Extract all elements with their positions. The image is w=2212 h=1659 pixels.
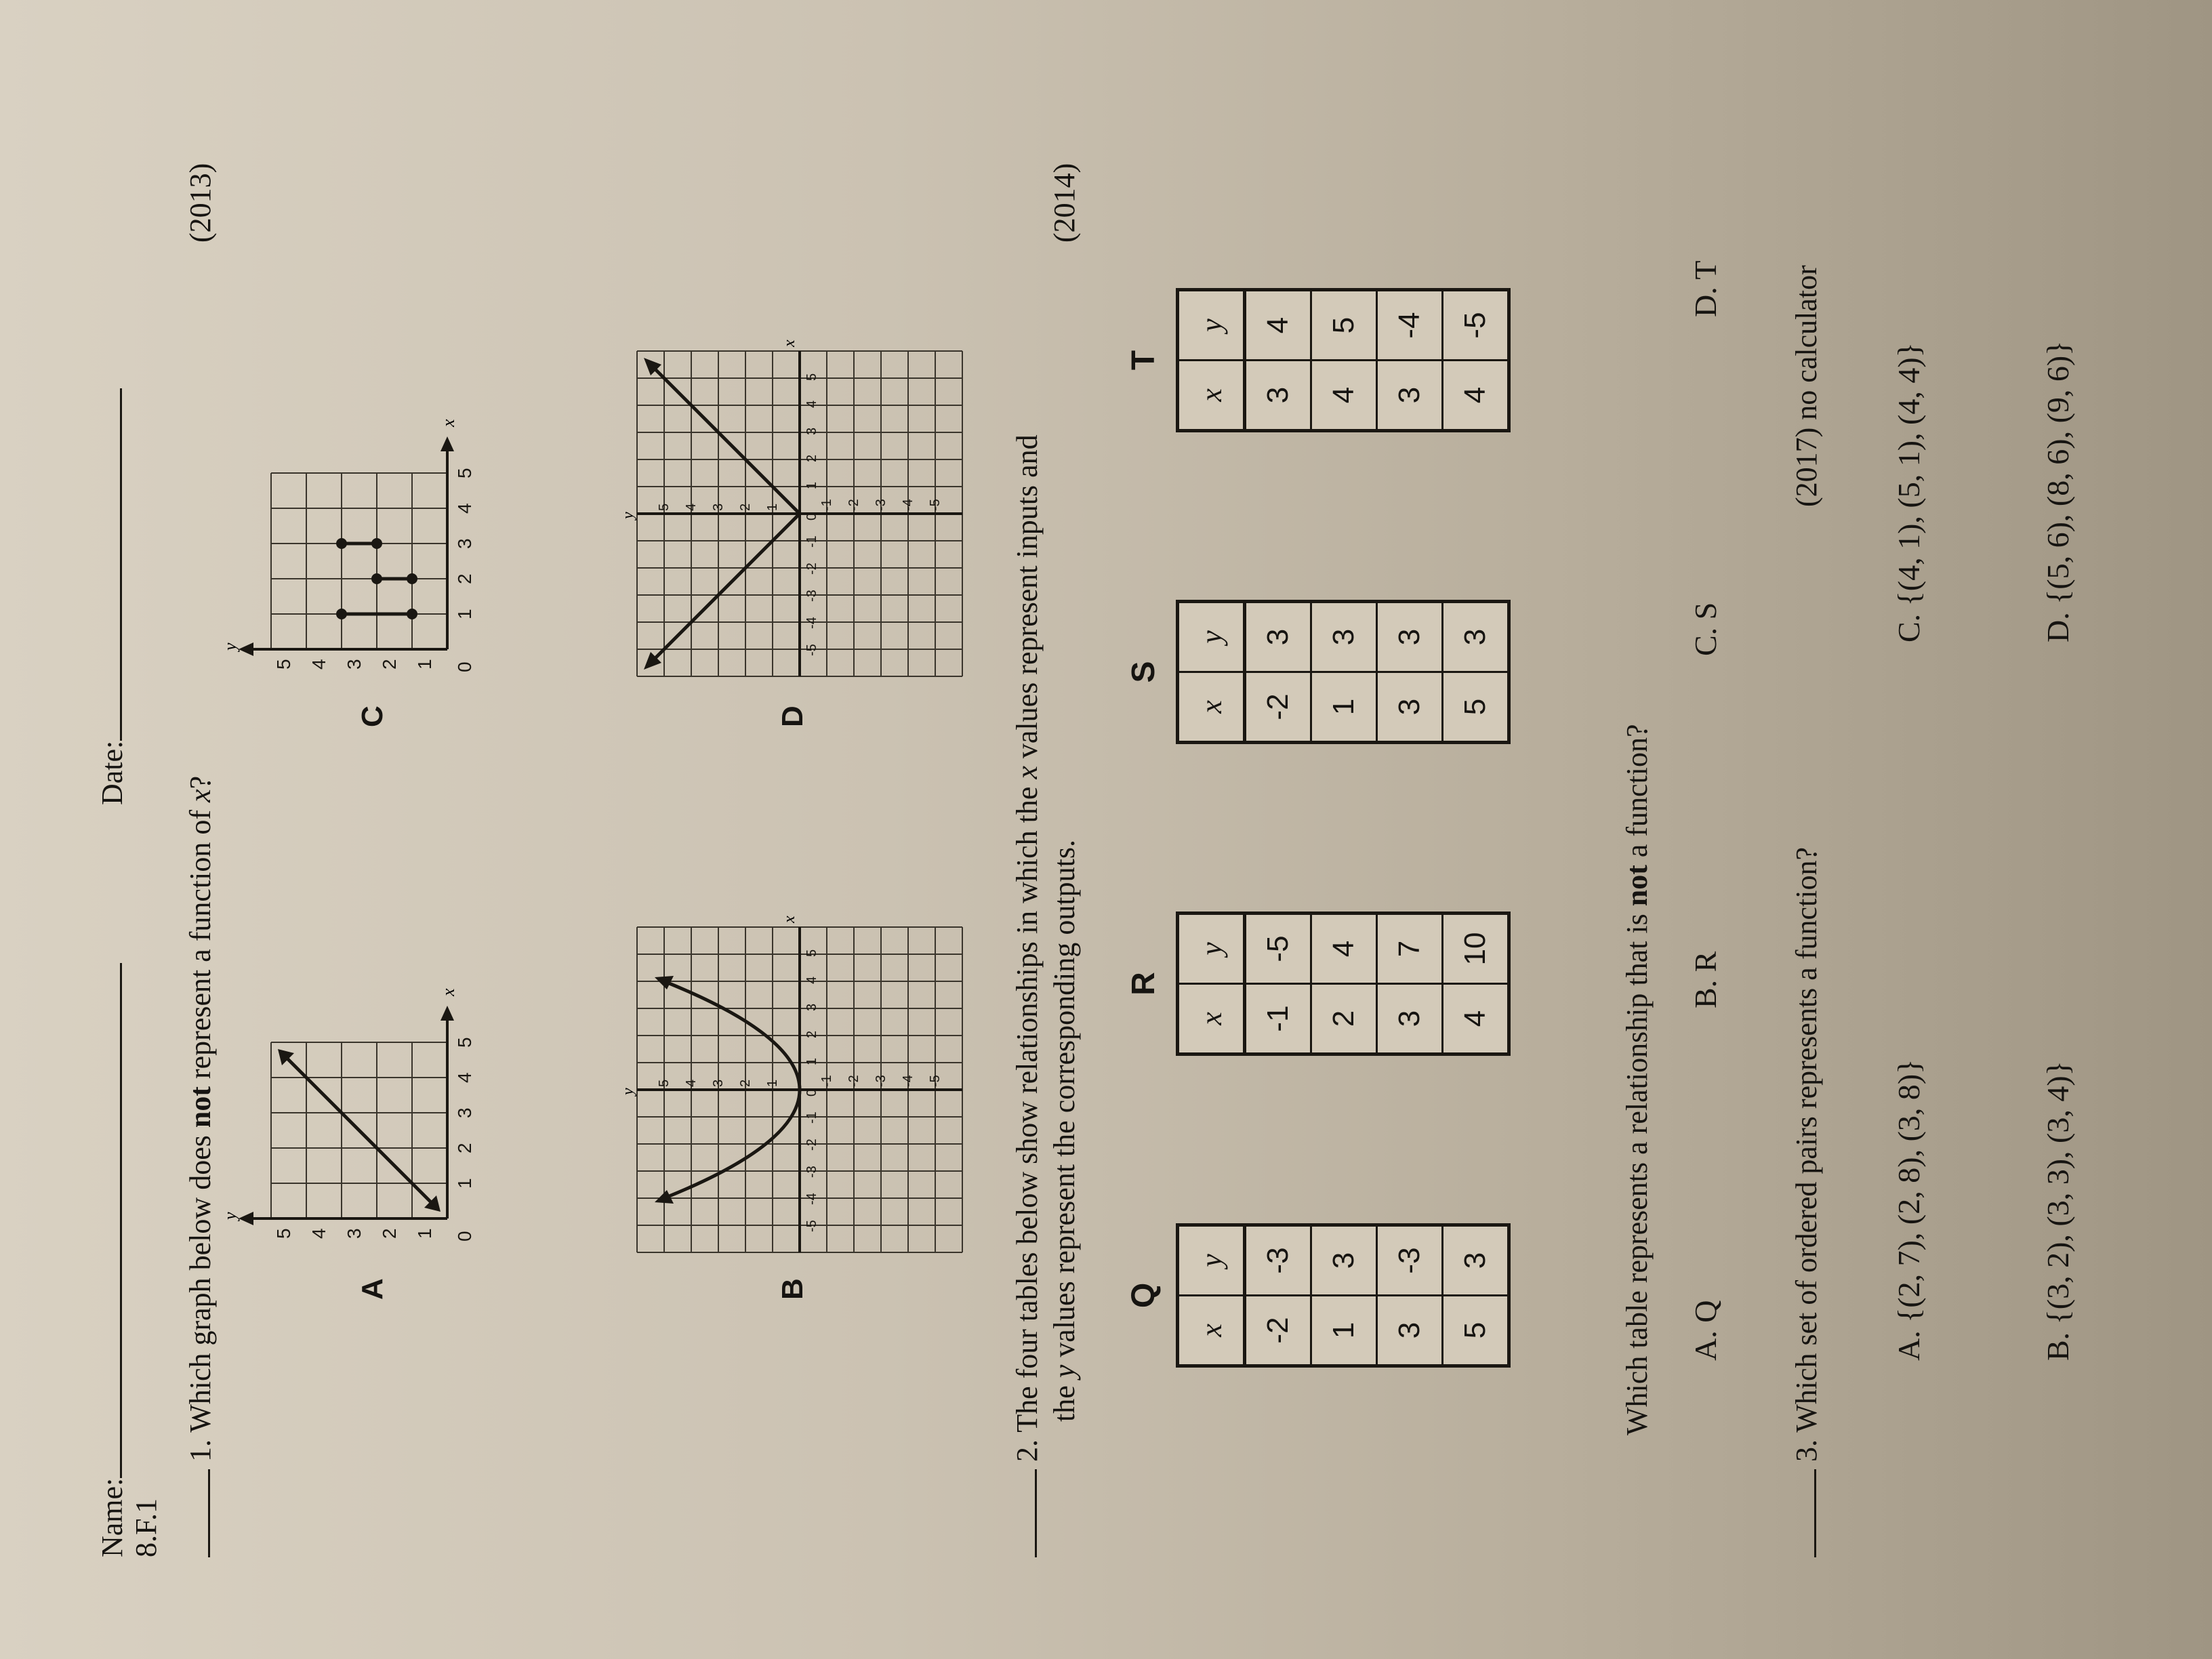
svg-text:2: 2 xyxy=(454,573,475,584)
svg-text:1: 1 xyxy=(804,1057,819,1065)
q1-prompt-end: ? xyxy=(184,775,217,790)
svg-text:-4: -4 xyxy=(901,499,916,511)
table-q-block xyxy=(1125,1223,1511,1368)
graph-d-letter: D xyxy=(776,705,809,727)
table-t xyxy=(1176,288,1511,432)
date-label-text: Date: xyxy=(96,740,129,805)
svg-text:2: 2 xyxy=(738,1079,753,1087)
graph-b-x-label: x xyxy=(781,916,798,923)
svg-text:0: 0 xyxy=(804,1088,819,1097)
svg-text:2: 2 xyxy=(379,659,400,670)
svg-text:-3: -3 xyxy=(874,1075,888,1087)
svg-text:-2: -2 xyxy=(846,499,861,511)
q3-line xyxy=(1789,847,1825,1557)
table-q xyxy=(1176,1223,1511,1368)
table-q-x-header: x xyxy=(1178,1296,1245,1366)
svg-text:5: 5 xyxy=(273,1228,294,1239)
graph-c-letter: C xyxy=(356,705,389,727)
table-row: 4 10 xyxy=(1443,914,1509,1054)
svg-text:3: 3 xyxy=(711,1079,726,1087)
svg-text:-4: -4 xyxy=(901,1075,916,1087)
svg-text:4: 4 xyxy=(454,503,475,514)
svg-text:-5: -5 xyxy=(804,644,819,656)
svg-text:-1: -1 xyxy=(804,535,819,548)
date-label xyxy=(95,388,131,805)
q2-line-2 xyxy=(1047,202,1083,1422)
svg-text:4: 4 xyxy=(804,400,819,408)
svg-text:-3: -3 xyxy=(874,499,888,511)
svg-text:-2: -2 xyxy=(846,1075,861,1087)
table-row: 3 -3 xyxy=(1377,1225,1443,1366)
graph-b-y-label: y xyxy=(619,1088,637,1095)
svg-text:-1: -1 xyxy=(819,1075,834,1087)
table-r-block xyxy=(1125,912,1511,1056)
table-r-title: R xyxy=(1126,972,1162,996)
svg-text:5: 5 xyxy=(804,373,819,381)
svg-text:5: 5 xyxy=(804,949,819,957)
q3-choice-c[interactable]: C. {(4, 1), (5, 1), (4, 4)} xyxy=(1891,342,1926,642)
name-label-text: Name: xyxy=(96,1477,129,1557)
svg-text:-4: -4 xyxy=(804,617,819,629)
svg-text:-2: -2 xyxy=(804,1139,819,1151)
svg-text:3: 3 xyxy=(804,1003,819,1011)
name-label xyxy=(95,963,131,1557)
svg-text:1: 1 xyxy=(414,659,435,670)
table-t-x-header: x xyxy=(1178,361,1245,431)
q2-sub-post: a function? xyxy=(1620,724,1654,865)
table-t-title: T xyxy=(1126,350,1162,371)
table-t-y-header: y xyxy=(1178,290,1245,361)
table-row: 3 3 xyxy=(1377,602,1443,743)
graph-a-x-arrow-icon xyxy=(441,1006,454,1021)
svg-text:2: 2 xyxy=(738,503,753,511)
graph-c-y-label: y xyxy=(220,642,240,651)
q2-year: (2014) xyxy=(1048,163,1081,243)
svg-text:1: 1 xyxy=(765,1079,780,1087)
graph-a-x-label: x xyxy=(438,988,458,996)
svg-text:3: 3 xyxy=(454,538,475,549)
svg-text:5: 5 xyxy=(273,659,294,670)
table-row: 3 4 xyxy=(1245,290,1311,431)
table-s-block xyxy=(1125,600,1511,744)
q3-choice-d[interactable]: D. {(5, 6), (8, 6), (9, 6)} xyxy=(2041,340,2075,642)
q1-number: 1. xyxy=(184,1439,217,1462)
table-row: 5 3 xyxy=(1443,1225,1509,1366)
q2-sub-bold: not xyxy=(1620,865,1654,907)
q2-line2-post: values represent the corresponding outputs. xyxy=(1048,840,1081,1365)
svg-text:3: 3 xyxy=(344,659,365,670)
table-r xyxy=(1176,912,1511,1056)
q2-choice-d[interactable]: D. T xyxy=(1688,260,1723,317)
svg-text:2: 2 xyxy=(454,1143,475,1153)
table-row: 5 3 xyxy=(1443,602,1509,743)
svg-text:1: 1 xyxy=(804,481,819,489)
table-row: -2 3 xyxy=(1245,602,1311,743)
svg-text:1: 1 xyxy=(454,1178,475,1189)
svg-text:-1: -1 xyxy=(819,499,834,511)
graph-c-y-arrow-icon xyxy=(239,642,253,656)
q1-prompt-bold: not xyxy=(184,1086,217,1128)
svg-text:0: 0 xyxy=(454,1231,475,1242)
q2-subquestion xyxy=(1620,724,1656,1435)
svg-text:4: 4 xyxy=(684,1079,699,1087)
graph-a-y-label: y xyxy=(220,1212,240,1220)
svg-text:2: 2 xyxy=(379,1228,400,1239)
table-q-title: Q xyxy=(1126,1282,1162,1309)
q2-line1-x: x xyxy=(1010,766,1044,779)
table-row: -2 -3 xyxy=(1245,1225,1311,1366)
q3-number: 3. xyxy=(1790,1439,1823,1462)
svg-text:1: 1 xyxy=(414,1228,435,1239)
graph-b xyxy=(619,914,976,1266)
graph-b-letter: B xyxy=(776,1278,809,1300)
q1-year: (2013) xyxy=(184,163,217,243)
q2-line-1 xyxy=(1010,134,1046,1557)
svg-text:3: 3 xyxy=(344,1228,365,1239)
svg-text:5: 5 xyxy=(657,1079,672,1087)
name-blank[interactable] xyxy=(120,963,122,1478)
q1-prompt-var: x xyxy=(184,789,217,802)
svg-text:-3: -3 xyxy=(804,590,819,602)
graph-c-x-label: x xyxy=(438,419,458,427)
graph-c-grid xyxy=(271,473,447,649)
svg-text:-3: -3 xyxy=(804,1166,819,1178)
table-s-y-header: y xyxy=(1178,602,1245,672)
q2-line1-pre: The four tables below show relationships in which the xyxy=(1010,779,1044,1433)
graph-a-letter: A xyxy=(356,1278,389,1300)
svg-text:5: 5 xyxy=(454,1037,475,1048)
date-blank[interactable] xyxy=(120,388,122,741)
graph-c-x-arrow-icon xyxy=(441,436,454,451)
svg-text:4: 4 xyxy=(454,1072,475,1083)
svg-text:3: 3 xyxy=(804,427,819,435)
q2-number: 2. xyxy=(1010,1439,1044,1462)
q2-line2-pre: the xyxy=(1048,1378,1081,1422)
svg-text:2: 2 xyxy=(804,1030,819,1038)
q2-choice-a[interactable]: A. Q xyxy=(1688,1300,1723,1361)
table-r-x-header: x xyxy=(1178,984,1245,1054)
svg-text:1: 1 xyxy=(765,503,780,511)
table-s-x-header: x xyxy=(1178,672,1245,743)
q2-choice-c[interactable]: C. S xyxy=(1688,602,1723,656)
q3-prompt: Which set of ordered pairs represents a function? xyxy=(1790,847,1823,1433)
svg-text:5: 5 xyxy=(657,503,672,511)
svg-text:4: 4 xyxy=(804,976,819,984)
svg-text:4: 4 xyxy=(684,503,699,511)
table-row: 1 3 xyxy=(1311,602,1377,743)
graph-c xyxy=(220,405,515,690)
table-q-y-header: y xyxy=(1178,1225,1245,1296)
q2-sub-pre: Which table represents a relationship that is xyxy=(1620,906,1654,1435)
table-row: 3 7 xyxy=(1377,914,1443,1054)
table-row: 3 -4 xyxy=(1377,290,1443,431)
graph-a-ticks xyxy=(273,1037,475,1242)
q2-choice-b[interactable]: B. R xyxy=(1688,951,1723,1008)
svg-text:-1: -1 xyxy=(804,1111,819,1124)
svg-text:0: 0 xyxy=(804,512,819,520)
graph-c-ticks xyxy=(273,468,475,672)
graph-d xyxy=(619,337,976,690)
svg-text:-2: -2 xyxy=(804,562,819,575)
table-s xyxy=(1176,600,1511,744)
q3-answer-blank[interactable] xyxy=(1814,1469,1816,1557)
q3-choice-a[interactable]: A. {(2, 7), (2, 8), (3, 8)} xyxy=(1891,1059,1926,1361)
svg-text:3: 3 xyxy=(711,503,726,511)
table-row: -1 -5 xyxy=(1245,914,1311,1054)
table-s-title: S xyxy=(1126,661,1162,683)
q1-line xyxy=(183,776,219,1557)
q2-line1-post: values represent inputs and xyxy=(1010,434,1044,766)
table-t-block xyxy=(1125,288,1511,432)
graph-d-y-label: y xyxy=(619,512,637,519)
q1-prompt-pre: Which graph below does xyxy=(184,1128,217,1433)
table-row: 4 -5 xyxy=(1443,290,1509,431)
svg-text:4: 4 xyxy=(308,1228,329,1239)
table-r-y-header: y xyxy=(1178,914,1245,984)
svg-text:2: 2 xyxy=(804,454,819,462)
q2-line2-y: y xyxy=(1048,1364,1081,1378)
svg-text:-5: -5 xyxy=(804,1220,819,1232)
svg-text:3: 3 xyxy=(454,1107,475,1118)
svg-text:4: 4 xyxy=(308,659,329,670)
svg-text:1: 1 xyxy=(454,609,475,619)
q3-choice-b[interactable]: B. {(3, 2), (3, 3), (3, 4)} xyxy=(2041,1061,2075,1361)
svg-text:-4: -4 xyxy=(804,1193,819,1205)
svg-text:5: 5 xyxy=(454,468,475,478)
standard-code: 8.F.1 xyxy=(129,1498,163,1557)
q3-year: (2017) no calculator xyxy=(1790,265,1823,507)
svg-text:-5: -5 xyxy=(928,1075,943,1087)
table-row: 2 4 xyxy=(1311,914,1377,1054)
svg-text:-5: -5 xyxy=(928,499,943,511)
table-row: 1 3 xyxy=(1311,1225,1377,1366)
q2-answer-blank[interactable] xyxy=(1035,1469,1037,1557)
q1-prompt-post: represent a function of xyxy=(184,802,217,1086)
graph-d-x-label: x xyxy=(781,340,798,347)
svg-text:0: 0 xyxy=(454,661,475,672)
graph-a xyxy=(220,975,515,1259)
table-row: 4 5 xyxy=(1311,290,1377,431)
q1-answer-blank[interactable] xyxy=(208,1469,210,1557)
graph-a-y-arrow-icon xyxy=(239,1212,253,1225)
